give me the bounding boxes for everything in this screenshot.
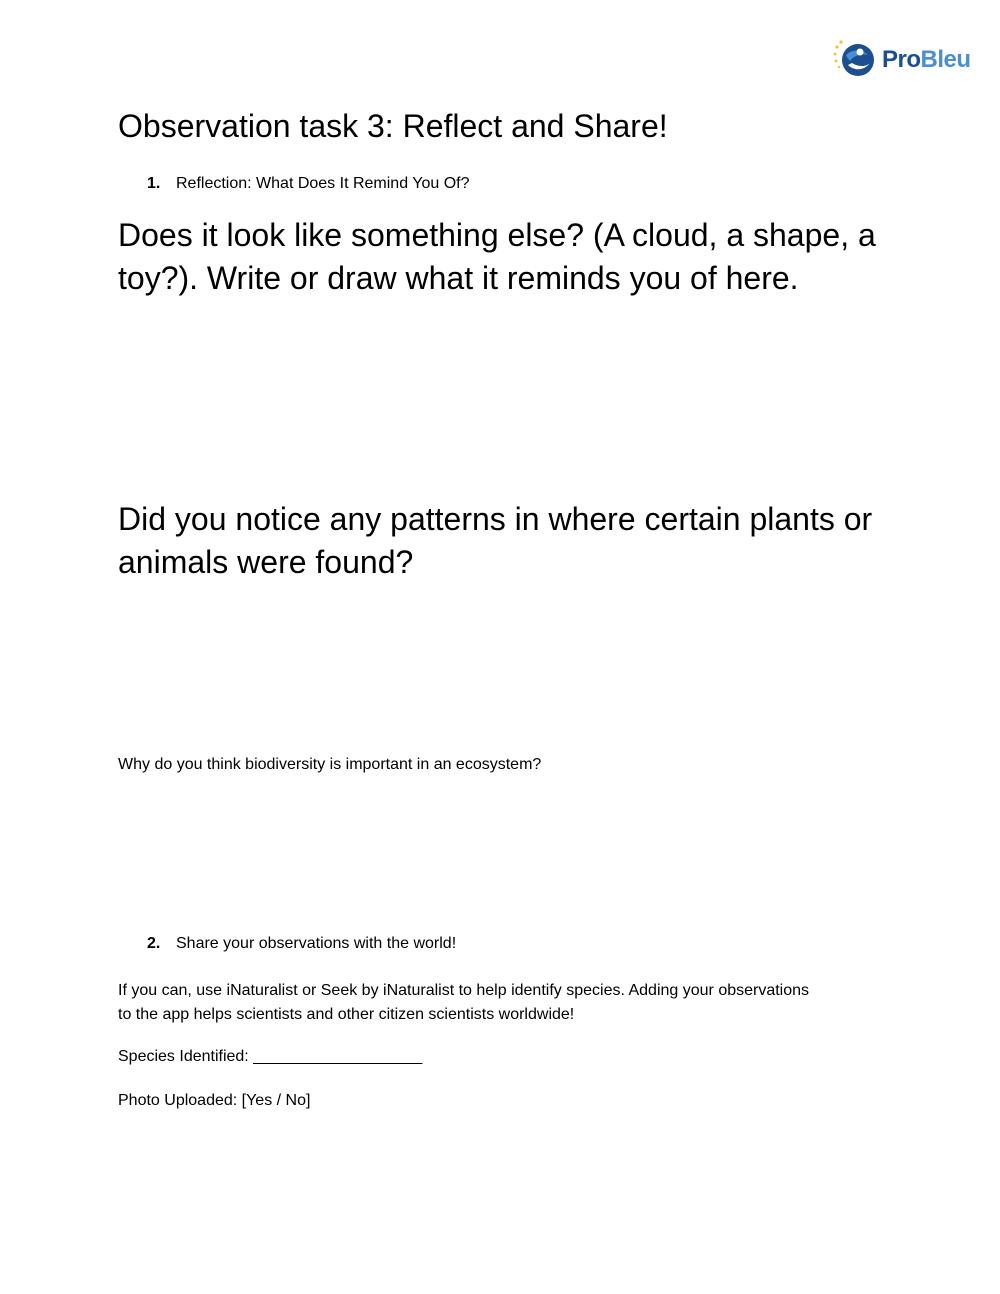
share-paragraph: If you can, use iNaturalist or Seek by iNaturalist to help identify species. Adding your observations to the app helps scientists and other citizen scientists worldwide! — [118, 982, 810, 1023]
species-identified-field: Species Identified: ___________________ — [118, 1048, 423, 1065]
question-patterns: Did you notice any patterns in where certain plants or animals were found? — [118, 501, 873, 580]
probleu-emblem-icon — [832, 39, 876, 81]
page-title: Observation task 3: Reflect and Share! — [118, 108, 668, 144]
list-number: 2. — [147, 935, 161, 952]
list-item-label: Reflection: What Does It Remind You Of? — [176, 175, 470, 192]
probleu-wordmark: ProBleu — [882, 46, 971, 73]
question-reminds-you-of: Does it look like something else? (A cloud, a shape, a toy?). Write or draw what it reminds you of here. — [118, 217, 876, 296]
list-item-label: Share your observations with the world! — [176, 935, 457, 952]
list-item-share — [147, 934, 456, 954]
probleu-logo — [832, 38, 982, 82]
photo-uploaded-field: Photo Uploaded: [Yes / No] — [118, 1092, 311, 1109]
list-item-reflection — [147, 174, 469, 194]
question-biodiversity: Why do you think biodiversity is important in an ecosystem? — [118, 756, 542, 773]
list-number: 1. — [147, 175, 161, 192]
